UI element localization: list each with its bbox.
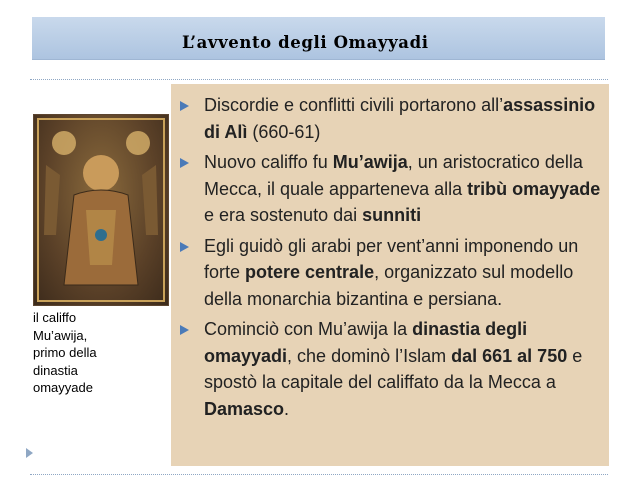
triangle-bullet-icon: [180, 101, 189, 111]
divider-top: [30, 79, 608, 80]
caption-line: dinastia: [33, 362, 78, 378]
triangle-bullet-icon: [180, 242, 189, 252]
bold-text: Mu’awija: [332, 152, 408, 172]
bullet-text: Cominciò con Mu’awija la: [204, 319, 413, 339]
bold-text: sunniti: [362, 205, 422, 225]
bold-text: dal 661 al 750: [451, 345, 568, 366]
bullet-text: .: [284, 398, 290, 419]
bold-text: dinastia degli omayyadi: [204, 319, 528, 366]
bullet-text: , un aristocratico della Mecca, il quale apparteneva alla: [204, 152, 583, 199]
caption-line: il califfo: [33, 310, 77, 325]
triangle-bullet-icon: [180, 158, 189, 168]
caption-line: Mu’awija,: [33, 327, 88, 343]
divider-bottom: [30, 474, 608, 475]
caliph-portrait-image: [33, 114, 169, 306]
bullet-text: Nuovo califfo fu: [204, 152, 333, 172]
slide-nav-arrow-icon[interactable]: [26, 448, 33, 458]
bullet-text: Discordie e conflitti civili portarono all’: [204, 95, 504, 115]
caption-line: primo della: [33, 345, 97, 360]
bullet-list: [180, 92, 606, 426]
bullet-text: (660-61): [247, 121, 321, 142]
portrait-illustration: [34, 115, 168, 305]
bold-text: Damasco: [204, 398, 285, 419]
bullet-item: [180, 233, 606, 313]
bullet-text: Egli guidò gli arabi per vent’anni imponendo un forte: [204, 235, 579, 282]
slide-title: L’avvento degli Omayyadi: [182, 33, 429, 52]
bullet-item: [180, 149, 606, 229]
bullet-text: , che dominò l’Islam: [287, 345, 452, 366]
portrait-caption: [33, 309, 153, 397]
caption-line: omayyade: [33, 380, 93, 395]
bullet-item: [180, 316, 606, 422]
bullet-text: e era sostenuto dai: [204, 205, 363, 225]
bullet-item: [180, 92, 606, 145]
bullet-text: , organizzato sul modello della monarchia bizantina e persiana.: [204, 262, 574, 309]
bold-text: assassinio di Alì: [204, 95, 596, 142]
triangle-bullet-icon: [180, 325, 189, 335]
bold-text: potere centrale: [245, 262, 375, 282]
bold-text: tribù omayyade: [467, 178, 601, 199]
bullet-text: e spostò la capitale del califfato da la Mecca a: [204, 345, 583, 392]
